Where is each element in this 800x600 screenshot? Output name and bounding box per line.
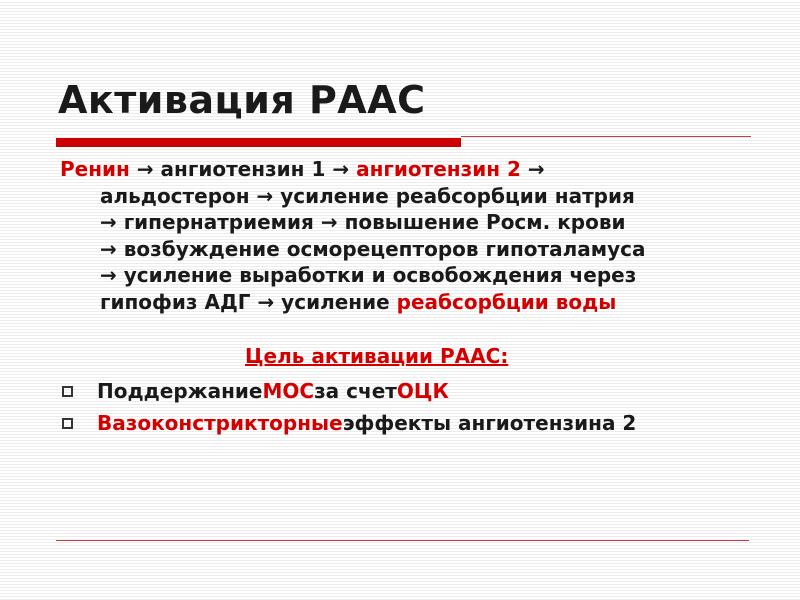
list-item xyxy=(60,375,636,407)
text-segment: за счет xyxy=(314,379,397,403)
goal-bullet-list xyxy=(60,375,636,439)
text-ock: ОЦК xyxy=(396,379,449,403)
paragraph-line xyxy=(60,289,760,316)
paragraph-line xyxy=(60,262,760,289)
text-angiotensin-2: ангиотензин 2 xyxy=(356,157,521,181)
text-segment: → усиление выработки и освобождения через xyxy=(100,263,637,287)
paragraph-line xyxy=(60,183,760,210)
paragraph-line xyxy=(60,209,760,236)
slide-title: Активация РААС xyxy=(58,78,426,122)
hollow-square-bullet-icon xyxy=(62,386,73,397)
text-segment: эффекты ангиотензина 2 xyxy=(342,411,637,435)
text-water-reabsorption: реабсорбции воды xyxy=(396,289,617,314)
text-mos: МОС xyxy=(262,379,315,403)
hollow-square-bullet-icon xyxy=(62,418,73,429)
text-segment: альдостерон → усиление реабсорбции натрия xyxy=(100,183,635,208)
list-item xyxy=(60,407,636,439)
text-vasoconstrictor: Вазоконстрикторные xyxy=(97,411,343,435)
bottom-divider-line xyxy=(56,540,749,541)
text-segment: → возбуждение осморецепторов гипоталамуса xyxy=(100,236,646,261)
text-segment: Поддержание xyxy=(97,379,263,403)
paragraph-line xyxy=(60,236,760,263)
title-underline-bar xyxy=(56,138,461,147)
paragraph-line xyxy=(60,156,760,183)
text-renin: Ренин xyxy=(60,157,130,181)
text-segment: гипофиз АДГ → усиление xyxy=(100,289,397,314)
mechanism-paragraph xyxy=(60,156,760,315)
text-segment: → гипернатриемия → повышение Росм. крови xyxy=(100,210,626,234)
goal-heading: Цель активации РААС: xyxy=(245,344,509,368)
title-divider-line xyxy=(461,136,751,137)
text-segment: → ангиотензин 1 → xyxy=(129,157,357,181)
text-segment: → xyxy=(520,157,545,181)
